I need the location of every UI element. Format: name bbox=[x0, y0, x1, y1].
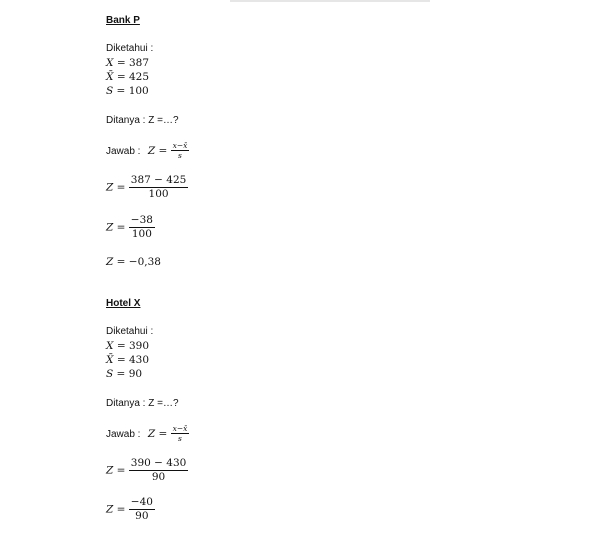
bank-xbar-value: 425 bbox=[128, 71, 150, 83]
hotel-formula-fraction bbox=[171, 424, 190, 444]
hotel-xbar-value: 430 bbox=[128, 354, 150, 366]
section-title-bank-p: Bank P bbox=[106, 15, 140, 26]
hotel-step2-fraction bbox=[129, 496, 155, 523]
bank-result-value: −0,38 bbox=[128, 256, 161, 268]
hotel-s-line: S = 90 bbox=[106, 368, 143, 380]
bank-formula-denominator: s bbox=[178, 151, 182, 161]
hotel-formula-numerator: x−x̄ bbox=[172, 424, 188, 433]
hotel-diketahui-label: Diketahui : bbox=[106, 326, 154, 337]
bank-step2-numerator: −38 bbox=[129, 214, 155, 228]
bank-result-line: Z = −0,38 bbox=[106, 256, 161, 268]
bank-step1-fraction bbox=[129, 174, 189, 201]
hotel-xbar-line: X̄ = 430 bbox=[106, 354, 150, 366]
bank-x-line: X = 387 bbox=[106, 57, 150, 69]
bank-step1-denominator: 100 bbox=[148, 188, 169, 201]
hotel-x-value: 390 bbox=[128, 340, 150, 352]
hotel-step2-numerator: −40 bbox=[129, 496, 155, 510]
bank-s-value: 100 bbox=[128, 85, 149, 97]
bank-step1-numerator: 387 − 425 bbox=[129, 174, 189, 188]
hotel-step1-fraction bbox=[129, 457, 189, 484]
bank-x-value: 387 bbox=[128, 57, 150, 69]
hotel-ditanya-line: Ditanya : Z =…? bbox=[106, 398, 179, 409]
hotel-step1-line: Z = $\frac{390 - 430}{90}$ bbox=[106, 457, 187, 484]
bank-jawab-label: Jawab : bbox=[106, 145, 141, 157]
bank-diketahui-label: Diketahui : bbox=[106, 43, 154, 54]
hotel-s-value: 90 bbox=[128, 368, 143, 380]
hotel-step1-denominator: 90 bbox=[151, 471, 166, 484]
bank-step2-fraction bbox=[129, 214, 155, 241]
hotel-jawab-label: Jawab : bbox=[106, 428, 141, 440]
bank-ditanya-line: Ditanya : Z =…? bbox=[106, 115, 179, 126]
hotel-formula-denominator: s bbox=[178, 434, 182, 444]
bank-step2-line: Z = $\frac{-38}{100}$ bbox=[106, 214, 153, 241]
bank-s-line: S = 100 bbox=[106, 85, 149, 97]
hotel-step1-numerator: 390 − 430 bbox=[129, 457, 189, 471]
bank-jawab-line: Jawab : Z = $\frac{x-x̄}{s}$ bbox=[106, 141, 188, 161]
bank-formula-numerator: x−x̄ bbox=[172, 141, 188, 150]
bank-formula-fraction bbox=[171, 141, 190, 161]
hotel-step2-line: Z = $\frac{-40}{90}$ bbox=[106, 496, 153, 523]
bank-step1-line: Z = $\frac{387 - 425}{100}$ bbox=[106, 174, 187, 201]
section-title-hotel-x: Hotel X bbox=[106, 298, 141, 309]
bank-step2-denominator: 100 bbox=[131, 228, 152, 241]
bank-xbar-line: X̄ = 425 bbox=[106, 71, 150, 83]
hotel-x-line: X = 390 bbox=[106, 340, 150, 352]
hotel-step2-denominator: 90 bbox=[135, 510, 149, 523]
hotel-jawab-line: Jawab : Z = $\frac{x-x̄}{s}$ bbox=[106, 424, 188, 444]
page-top-edge bbox=[230, 0, 430, 2]
